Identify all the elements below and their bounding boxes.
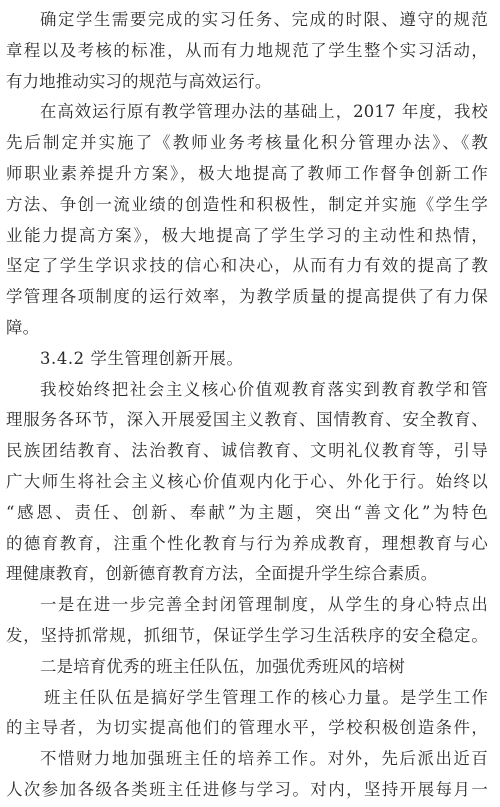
text-line: 班主任队伍是搞好学生管理工作的核心力量。是学生工作 [44, 687, 488, 707]
text-line: 确定学生需要完成的实习任务、完成的时限、遵守的规范 [40, 10, 488, 29]
text-line: 学管理各项制度的运行效率，为教学质量的提高提供了有力保 [6, 287, 488, 307]
text-line: 发，坚持抓常规，抓细节，保证学生学习生活秩序的安全稳定。 [6, 625, 488, 645]
text-line: 业能力提高方案》，极大地提高了学生学习的主动性和热情， [6, 225, 488, 245]
text-line: 广大师生将社会主义核心价值观内化于心、外化于行。始终以 [6, 471, 488, 491]
text-line: 坚定了学生学识求技的信心和决心，从而有力有效的提高了教 [6, 256, 488, 276]
text-line: 的德育教育，注重个性化教育与行为养成教育，理想教育与心 [6, 533, 488, 553]
text-line: 方法、争创一流业绩的创造性和积极性，制定并实施《学生学 [6, 194, 488, 214]
text-line: 障。 [6, 317, 40, 337]
text-line: 我校始终把社会主义核心价值观教育落实到教育教学和管 [40, 379, 488, 399]
text-line: 章程以及考核的标准，从而有力地规范了学生整个实习活动， [6, 40, 488, 60]
text-line: 先后制定并实施了《教师业务考核量化积分管理办法》、《教 [6, 133, 488, 153]
text-line: 师职业素养提升方案》，极大地提高了教师工作督争创新工作 [6, 163, 488, 183]
text-line: 在高效运行原有教学管理办法的基础上，2017 年度，我校 [40, 102, 488, 122]
text-line: 理健康教育，创新德育教育方法，全面提升学生综合素质。 [6, 564, 438, 584]
text-line: 不惜财力地加强班主任的培养工作。对外，先后派出近百 [40, 749, 488, 769]
text-line: 一是在进一步完善全封闭管理制度，从学生的身心特点出 [40, 595, 488, 615]
text-line: 民族团结教育、法治教育、诚信教育、文明礼仪教育等，引导 [6, 441, 488, 461]
text-line: 二是培育优秀的班主任队伍，加强优秀班风的培树 [40, 656, 405, 676]
text-line: 的主导者，为切实提高他们的管理水平，学校积极创造条件， [6, 718, 488, 738]
text-line: 人次参加各级各类班主任进修与学习。对内，坚持开展每月一 [6, 779, 488, 799]
text-line: “感恩、责任、创新、奉献”为主题，突出“善文化”为特色 [6, 502, 488, 522]
text-line: 理服务各环节，深入开展爱国主义教育、国情教育、安全教育、 [6, 410, 488, 430]
section-heading: 3.4.2 学生管理创新开展。 [40, 348, 244, 368]
text-line: 有力地推动实习的规范与高效运行。 [6, 71, 272, 91]
